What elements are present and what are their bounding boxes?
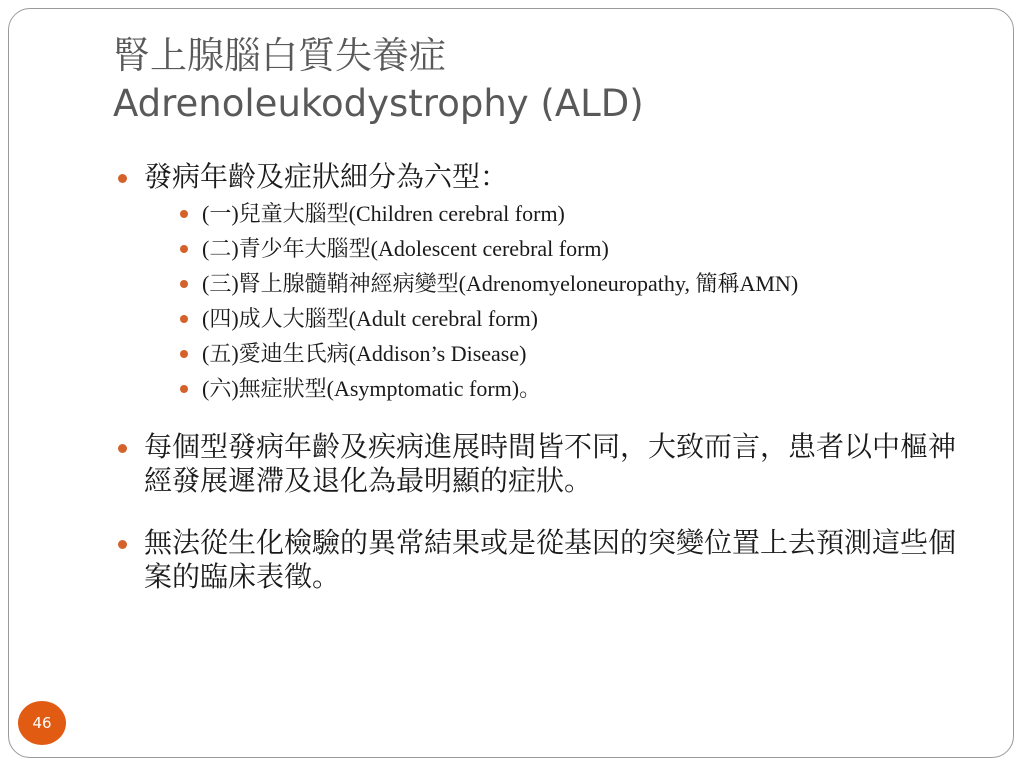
- sub-bullet-dot-icon: [180, 210, 188, 218]
- type-item-2: [176, 235, 976, 262]
- bullet-progression-text: 每個型發病年齡及疾病進展時間皆不同，大致而言，患者以中樞神經發展遲滯及退化為最明顯的症狀。: [144, 430, 957, 497]
- slide-content: [116, 160, 976, 594]
- page-number-badge: [18, 701, 66, 745]
- type-item-text: (五)愛迪生氏病(Addison’s Disease): [202, 341, 527, 366]
- bullet-prediction: [116, 526, 976, 594]
- sub-bullet-dot-icon: [180, 280, 188, 288]
- bullet-progression: [116, 430, 976, 498]
- type-list: [144, 200, 976, 402]
- type-item-1: [176, 200, 976, 227]
- type-item-text: (二)青少年大腦型(Adolescent cerebral form): [202, 236, 609, 261]
- type-item-text: (六)無症狀型(Asymptomatic form)。: [202, 376, 542, 401]
- sub-bullet-dot-icon: [180, 350, 188, 358]
- sub-bullet-dot-icon: [180, 385, 188, 393]
- title-chinese: 腎上腺腦白質失養症: [113, 34, 446, 77]
- bullet-prediction-text: 無法從生化檢驗的異常結果或是從基因的突變位置上去預測這些個案的臨床表徵。: [144, 526, 957, 593]
- type-item-4: [176, 305, 976, 332]
- type-item-5: [176, 340, 976, 367]
- sub-bullet-dot-icon: [180, 315, 188, 323]
- type-item-6: [176, 375, 976, 402]
- type-item-3: [176, 270, 976, 297]
- bullet-dot-icon: [118, 444, 127, 453]
- type-item-text: (一)兒童大腦型(Children cerebral form): [202, 201, 565, 226]
- bullet-dot-icon: [118, 540, 127, 549]
- page-number: 46: [32, 714, 52, 732]
- title-english: Adrenoleukodystrophy (ALD): [113, 82, 644, 125]
- bullet-intro: [116, 160, 976, 402]
- type-item-text: (三)腎上腺髓鞘神經病變型(Adrenomyeloneuropathy, 簡稱AMN): [202, 271, 799, 296]
- slide-title: [113, 32, 644, 128]
- sub-bullet-dot-icon: [180, 245, 188, 253]
- bullet-intro-text: 發病年齡及症狀細分為六型：: [144, 160, 509, 193]
- bullet-dot-icon: [118, 174, 127, 183]
- type-item-text: (四)成人大腦型(Adult cerebral form): [202, 306, 539, 331]
